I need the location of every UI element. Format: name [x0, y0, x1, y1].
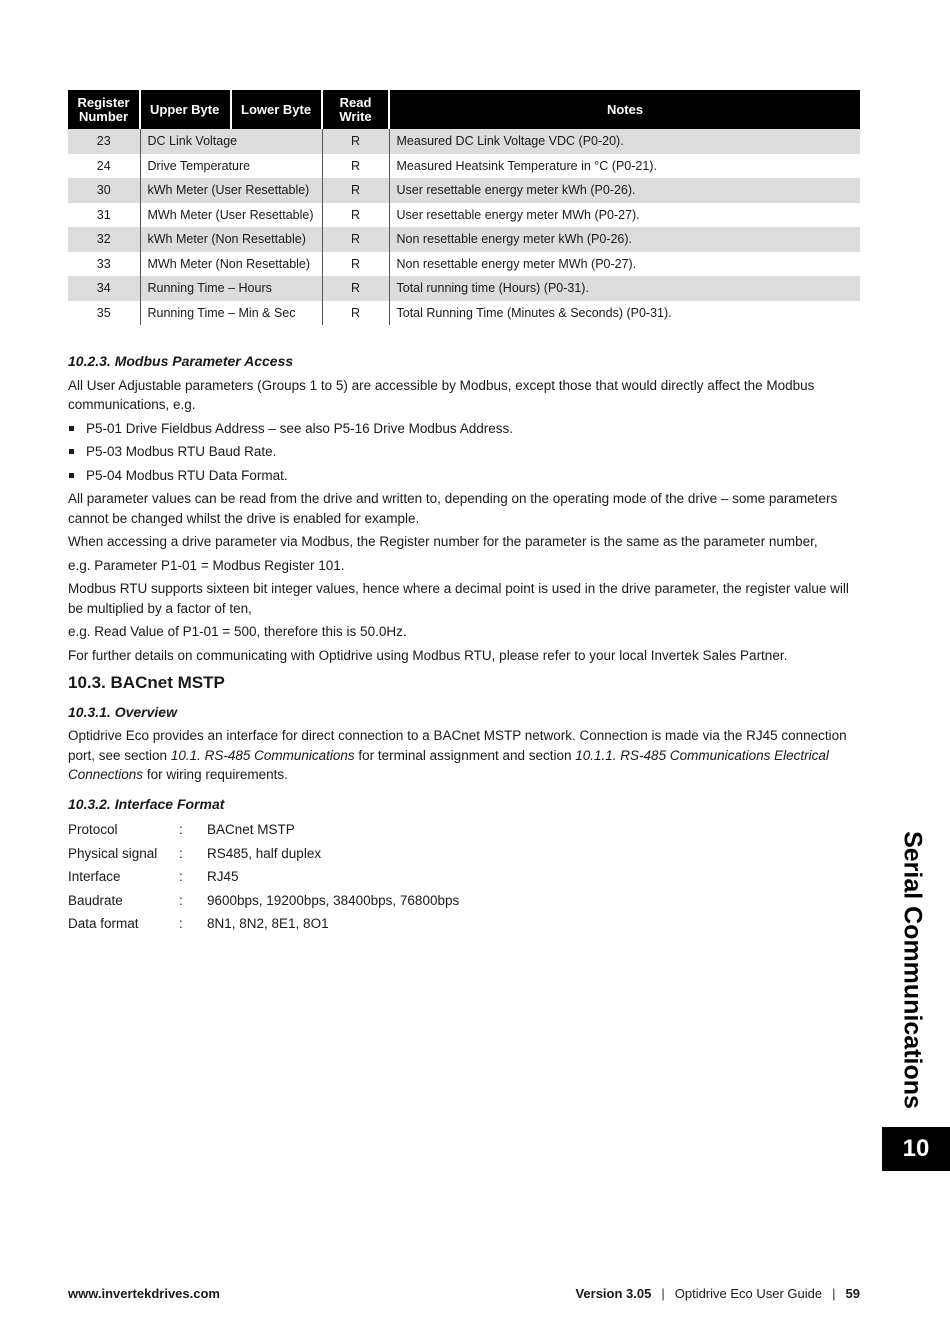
- overview-text-2: for terminal assignment and section: [354, 747, 576, 763]
- footer-website[interactable]: www.invertekdrives.com: [68, 1286, 220, 1301]
- cell-register-name: DC Link Voltage: [140, 129, 322, 154]
- header-register-line2: Number: [78, 108, 129, 124]
- overview-section-ref-1[interactable]: 10.1. RS-485 Communications: [170, 747, 355, 763]
- paragraph-intro: All User Adjustable parameters (Groups 1 to 5) are accessible by Modbus, except those that would directly affect the Modbus communications, e.g.: [68, 377, 815, 412]
- list-item: [68, 442, 860, 462]
- table-row: [68, 301, 860, 326]
- cell-register-name: MWh Meter (Non Resettable): [140, 252, 322, 277]
- footer-guide-title: Optidrive Eco User Guide: [674, 1286, 823, 1301]
- spec-row-baudrate: [68, 889, 860, 913]
- table-row: [68, 154, 860, 179]
- spec-colon: :: [179, 869, 183, 885]
- cell-register-name: kWh Meter (User Resettable): [140, 178, 322, 203]
- heading-interface-format: 10.3.2. Interface Format: [68, 795, 225, 812]
- bullet-square-icon: [69, 449, 74, 454]
- header-lower-byte: Lower Byte: [231, 90, 322, 129]
- heading-bacnet-mstp: 10.3. BACnet MSTP: [68, 673, 225, 692]
- spec-row-protocol: [68, 818, 860, 842]
- cell-read-write: R: [322, 178, 389, 203]
- paragraph-example-register: e.g. Parameter P1-01 = Modbus Register 101.: [68, 557, 345, 573]
- overview-text-3: for wiring requirements.: [143, 767, 288, 782]
- cell-register-number: 34: [68, 276, 140, 301]
- spec-colon: :: [179, 845, 183, 861]
- header-upper-byte: Upper Byte: [140, 90, 231, 129]
- table-row: [68, 178, 860, 203]
- table-row: [68, 227, 860, 252]
- cell-register-number: 30: [68, 178, 140, 203]
- header-register-number: [68, 90, 140, 129]
- spec-row-data-format: [68, 912, 860, 936]
- excluded-parameter-list: [68, 419, 860, 486]
- cell-notes: User resettable energy meter kWh (P0-26).: [389, 178, 860, 203]
- cell-register-number: 23: [68, 129, 140, 154]
- spec-colon: :: [179, 916, 183, 932]
- list-item-text: P5-04 Modbus RTU Data Format.: [86, 467, 288, 483]
- page-content: [68, 352, 860, 936]
- interface-format-list: [68, 818, 860, 936]
- spec-value: BACnet MSTP: [207, 822, 295, 838]
- paragraph-integer-values: Modbus RTU supports sixteen bit integer values, hence where a decimal point is used in the drive parameter, the register value will be multiplied by a factor of ten,: [68, 581, 849, 616]
- spec-row-interface: [68, 865, 860, 889]
- paragraph-register-number: When accessing a drive parameter via Modbus, the Register number for the parameter is the same as the parameter number,: [68, 534, 818, 549]
- spec-value: RS485, half duplex: [207, 845, 322, 861]
- cell-read-write: R: [322, 252, 389, 277]
- spec-colon: :: [179, 892, 183, 908]
- overview-section-ref-2[interactable]: 10.1.1. RS-485 Communications Electrical Connections: [68, 747, 829, 782]
- bullet-square-icon: [69, 426, 74, 431]
- cell-register-number: 35: [68, 301, 140, 326]
- spec-key: Physical signal: [68, 845, 158, 861]
- cell-register-number: 24: [68, 154, 140, 179]
- cell-register-name: kWh Meter (Non Resettable): [140, 227, 322, 252]
- footer-info: [575, 1286, 860, 1301]
- cell-notes: Total Running Time (Minutes & Seconds) (P0-31).: [396, 305, 672, 320]
- table-row: [68, 276, 860, 301]
- header-read-write: [322, 90, 389, 129]
- cell-register-number: 32: [68, 227, 140, 252]
- cell-notes: Measured DC Link Voltage VDC (P0-20).: [389, 129, 860, 154]
- cell-read-write: R: [322, 227, 389, 252]
- list-item-text: P5-01 Drive Fieldbus Address – see also P5-16 Drive Modbus Address.: [86, 420, 513, 436]
- header-rw-line2: Write: [339, 108, 372, 124]
- heading-modbus-parameter-access: 10.2.3. Modbus Parameter Access: [68, 353, 294, 369]
- chapter-side-title: [884, 820, 940, 1120]
- cell-notes: Non resettable energy meter MWh (P0-27).: [396, 256, 637, 271]
- spec-colon: :: [179, 822, 183, 838]
- spec-key: Baudrate: [68, 892, 123, 908]
- bullet-square-icon: [69, 473, 74, 478]
- chapter-number-badge: 10: [882, 1127, 950, 1171]
- spec-key: Protocol: [68, 822, 118, 838]
- footer-version: Version 3.05: [575, 1286, 652, 1301]
- cell-notes: Total running time (Hours) (P0-31).: [389, 276, 860, 301]
- cell-read-write: R: [322, 276, 389, 301]
- cell-register-name: Running Time – Min & Sec: [140, 301, 322, 326]
- cell-read-write: R: [322, 154, 389, 179]
- spec-key: Data format: [68, 916, 139, 932]
- spec-row-physical-signal: [68, 842, 860, 866]
- table-row: [68, 203, 860, 228]
- cell-register-name: MWh Meter (User Resettable): [140, 203, 322, 228]
- chapter-side-title-text: Serial Communications: [898, 831, 927, 1109]
- overview-text-1: Optidrive Eco provides an interface for direct connection to a BACnet MSTP network. Connection is made via the RJ45 connection port, see section: [68, 728, 847, 763]
- paragraph-example-value: e.g. Read Value of P1-01 = 500, therefore this is 50.0Hz.: [68, 624, 407, 639]
- spec-value: RJ45: [207, 869, 239, 885]
- cell-read-write: R: [322, 301, 389, 326]
- cell-notes: Non resettable energy meter kWh (P0-26).: [389, 227, 860, 252]
- cell-notes: User resettable energy meter MWh (P0-27).: [396, 207, 640, 222]
- cell-read-write: R: [322, 203, 389, 228]
- cell-register-number: 33: [68, 252, 140, 277]
- cell-notes: Measured Heatsink Temperature in °C (P0-21).: [396, 158, 657, 173]
- paragraph-read-write: All parameter values can be read from the drive and written to, depending on the operating mode of the drive – some parameters cannot be changed whilst the drive is enabled for example.: [68, 491, 838, 526]
- list-item-text: P5-03 Modbus RTU Baud Rate.: [86, 444, 277, 459]
- paragraph-further-details: For further details on communicating with Optidrive using Modbus RTU, please refer to your local Invertek Sales Partner.: [68, 647, 788, 663]
- cell-read-write: R: [322, 129, 389, 154]
- footer-separator: |: [661, 1286, 665, 1301]
- register-table: [68, 90, 860, 325]
- table-row: [68, 129, 860, 154]
- cell-register-number: 31: [68, 203, 140, 228]
- footer-separator: |: [832, 1286, 836, 1301]
- heading-overview: 10.3.1. Overview: [68, 703, 177, 720]
- header-rw-line1: Read: [339, 94, 372, 110]
- paragraph-overview: [68, 726, 860, 785]
- table-header-row: [68, 90, 860, 129]
- list-item: [68, 466, 860, 486]
- spec-value: 9600bps, 19200bps, 38400bps, 76800bps: [207, 892, 460, 908]
- cell-register-name: Running Time – Hours: [140, 276, 322, 301]
- table-row: [68, 252, 860, 277]
- spec-value: 8N1, 8N2, 8E1, 8O1: [207, 916, 329, 932]
- cell-register-name: Drive Temperature: [140, 154, 322, 179]
- list-item: [68, 419, 860, 439]
- header-register-line1: Register: [77, 94, 130, 110]
- spec-key: Interface: [68, 869, 121, 885]
- footer-page-number: 59: [845, 1286, 860, 1301]
- register-table-body: [68, 129, 860, 325]
- header-notes: Notes: [389, 90, 860, 129]
